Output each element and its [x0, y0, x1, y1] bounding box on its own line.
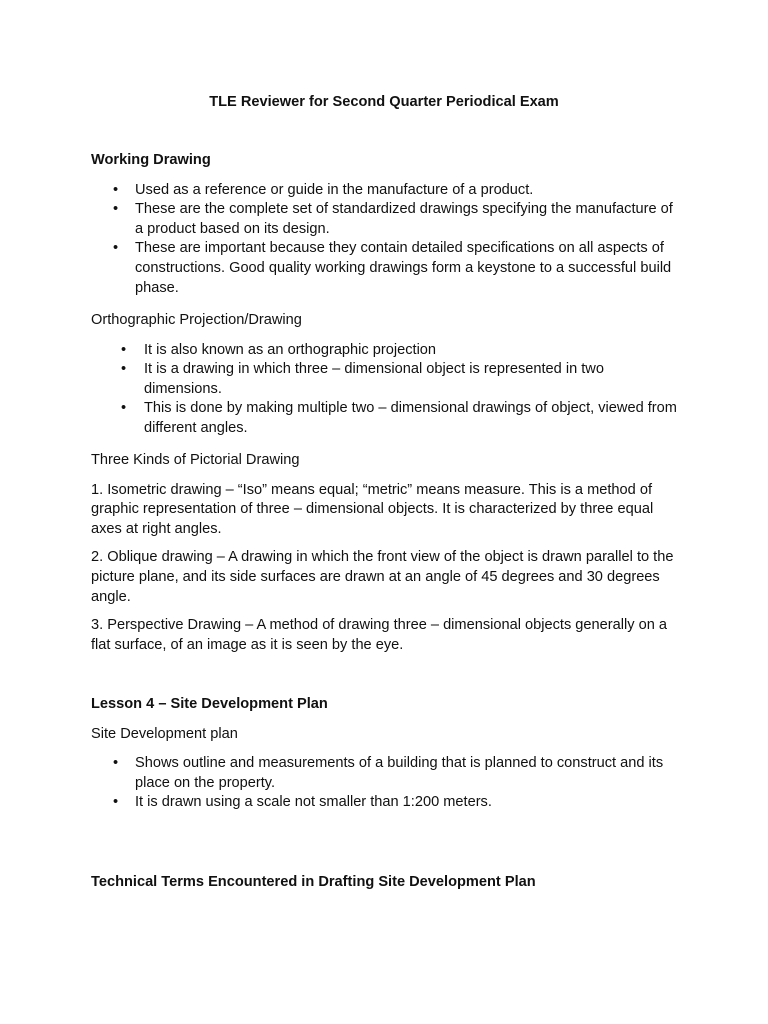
list-item: • This is done by making multiple two – dimensional drawings of object, viewed from different angles. [121, 400, 677, 436]
bullet-icon: • [113, 755, 119, 772]
list-item: • It is a drawing in which three – dimensional object is represented in two dimensions. [121, 361, 604, 397]
bullet-icon: • [113, 794, 119, 811]
bullet-icon: • [121, 341, 127, 358]
section-working-drawing [91, 151, 681, 298]
lesson-4-list [91, 754, 681, 813]
pictorial-item-perspective: 3. Perspective Drawing – A method of drawing three – dimensional objects generally on a flat surface, of an image as it is seen by the eye. [91, 617, 667, 653]
section-heading-technical-terms: Technical Terms Encountered in Drafting Site Development Plan [91, 874, 536, 890]
pictorial-item-oblique: 2. Oblique drawing – A drawing in which the front view of the object is drawn parallel to the picture plane, and its side surfaces are drawn at an angle of 45 degrees and 30 degrees angle. [91, 549, 674, 605]
bullet-icon: • [121, 400, 127, 417]
bullet-icon: • [121, 361, 127, 378]
working-drawing-list [91, 181, 681, 299]
section-heading-lesson-4: Lesson 4 – Site Development Plan [91, 696, 328, 712]
lesson-4-subheading: Site Development plan [91, 725, 238, 742]
section-heading-pictorial: Three Kinds of Pictorial Drawing [91, 452, 300, 468]
list-item: • These are important because they contain detailed specifications on all aspects of constructions. Good quality working drawings form a keystone to a successful build phase. [113, 240, 672, 296]
section-pictorial [91, 451, 681, 655]
section-heading-orthographic: Orthographic Projection/Drawing [91, 312, 302, 328]
orthographic-list [91, 341, 681, 439]
section-lesson-4 [91, 695, 681, 813]
bullet-icon: • [113, 181, 119, 198]
section-technical-terms [91, 873, 681, 893]
list-item: • Used as a reference or guide in the manufacture of a product. [91, 181, 681, 201]
section-heading-working-drawing: Working Drawing [91, 152, 211, 168]
bullet-icon: • [113, 240, 119, 257]
list-item: • Shows outline and measurements of a building that is planned to construct and its place on the property. [113, 755, 664, 791]
list-item: • It is drawn using a scale not smaller than 1:200 meters. [91, 793, 681, 813]
document-title: TLE Reviewer for Second Quarter Periodical Exam [209, 94, 559, 110]
list-item: • It is also known as an orthographic projection [91, 341, 681, 361]
pictorial-item-isometric: 1. Isometric drawing – “Iso” means equal; “metric” means measure. This is a method of graphic representation of three – dimensional objects. It is characterized by three equal axes at right angles. [91, 481, 654, 537]
list-item: • These are the complete set of standardized drawings specifying the manufacture of a product based on its design. [113, 201, 673, 237]
section-orthographic [91, 311, 681, 439]
bullet-icon: • [113, 201, 119, 218]
